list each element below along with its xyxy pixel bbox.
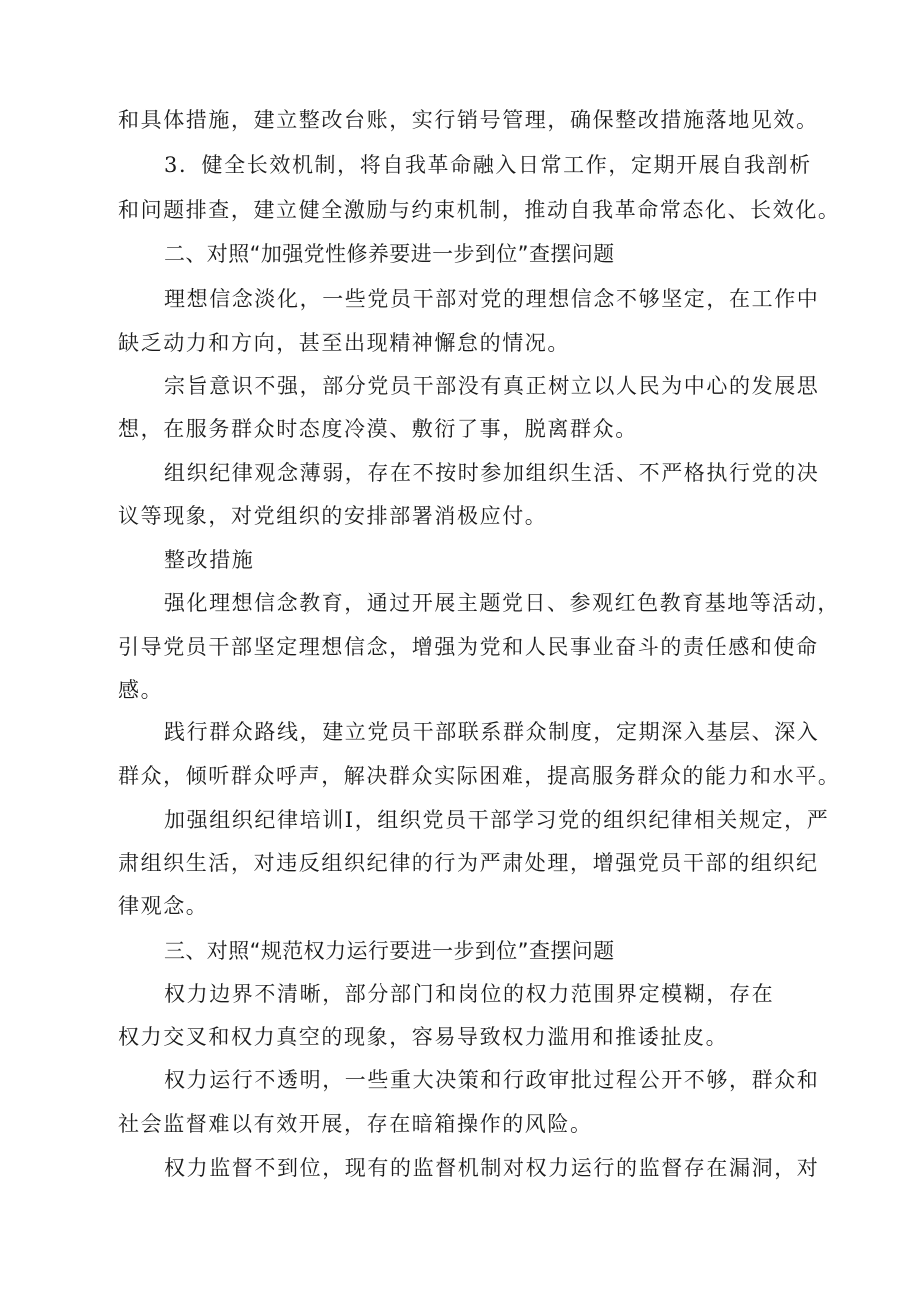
paragraph-line: 加强组织纪律培训I，组织党员干部学习党的组织纪律相关规定，严 xyxy=(164,808,830,832)
paragraph-line: 想，在服务群众时态度冷漠、敷衍了事，脱离群众。 xyxy=(118,417,638,441)
paragraph-line: 群众，倾听群众呼声，解决群众实际困难，提高服务群众的能力和水平。 xyxy=(118,764,841,788)
paragraph-line: 权力边界不清晰，部分部门和岗位的权力范围界定模糊，存在 xyxy=(164,982,775,1006)
paragraph-line: 议等现象，对党组织的安排部署消极应付。 xyxy=(118,504,548,528)
section-heading: 二、对照“加强党性修养要进一步到位”查摆问题 xyxy=(164,242,615,266)
paragraph-line: 权力运行不透明，一些重大决策和行政审批过程公开不够，群众和 xyxy=(164,1068,820,1092)
paragraph-line: 感。 xyxy=(118,678,164,702)
paragraph-line: 权力监督不到位，现有的监督机制对权力运行的监督存在漏洞，对 xyxy=(164,1156,820,1180)
subheading: 整改措施 xyxy=(164,548,255,572)
paragraph-line: 缺乏动力和方向，甚至出现精神懈怠的情况。 xyxy=(118,331,570,355)
section-heading: 三、对照“规范权力运行要进一步到位”查摆问题 xyxy=(164,939,615,963)
paragraph-line: 强化理想信念教育，通过开展主题党日、参观红色教育基地等活动， xyxy=(164,591,840,615)
paragraph-line: 和具体措施，建立整改台账，实行销号管理，确保整改措施落地见效。 xyxy=(118,108,819,132)
paragraph-line: 肃组织生活，对违反组织纪律的行为严肃处理，增强党员干部的组织纪 xyxy=(118,851,819,875)
paragraph-line: 3．健全长效机制，将自我革命融入日常工作，定期开展自我剖析 xyxy=(164,153,812,177)
paragraph-line: 权力交叉和权力真空的现象，容易导致权力滥用和推诿扯皮。 xyxy=(118,1025,729,1049)
paragraph-line: 组织纪律观念薄弱，存在不按时参加组织生活、不严格执行党的决 xyxy=(164,461,820,485)
paragraph-line: 宗旨意识不强，部分党员干部没有真正树立以人民为中心的发展思 xyxy=(164,374,820,398)
paragraph-line: 律观念。 xyxy=(118,894,209,918)
paragraph-line: 践行群众路线，建立党员干部联系群众制度，定期深入基层、深入 xyxy=(164,720,820,744)
paragraph-line: 社会监督难以有效开展，存在暗箱操作的风险。 xyxy=(118,1112,593,1136)
paragraph-line: 理想信念淡化，一些党员干部对党的理想信念不够坚定，在工作中 xyxy=(164,287,820,311)
paragraph-line: 引导党员干部坚定理想信念，增强为党和人民事业奋斗的责任感和使命 xyxy=(118,635,819,659)
paragraph-line: 和问题排查，建立健全激励与约束机制，推动自我革命常态化、长效化。 xyxy=(118,198,841,222)
